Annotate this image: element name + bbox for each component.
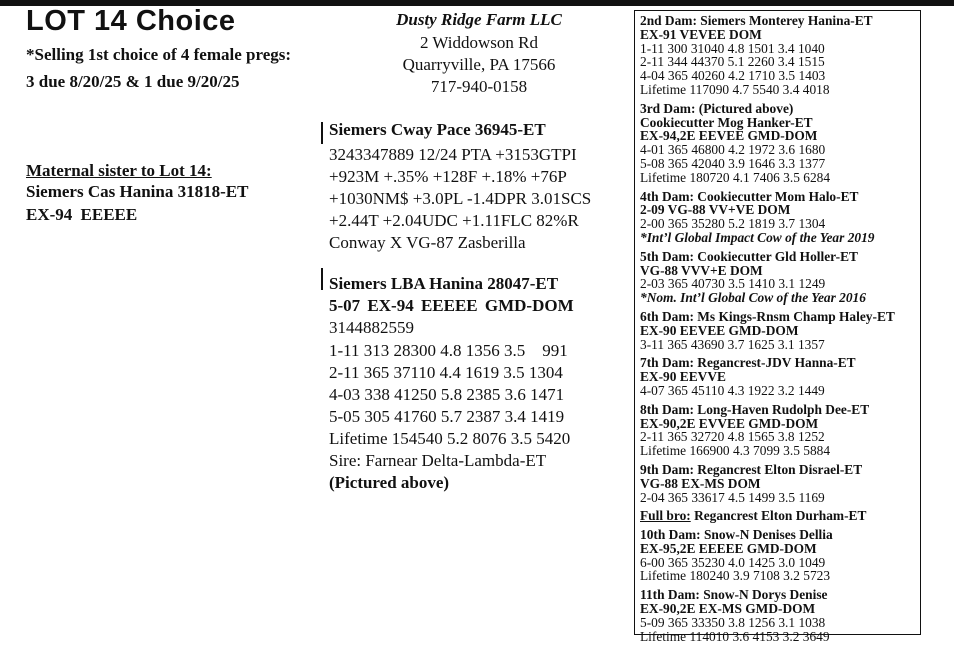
sire-info-line: +2.44T +2.04UDC +1.11FLC 82%R (329, 211, 579, 230)
farm-phone: 717-940-0158 (430, 77, 528, 96)
pedigree-entry (640, 102, 916, 185)
pedigree-line: Lifetime 166900 4.3 7099 3.5 5884 (640, 443, 831, 459)
dam-info-line: 5-05 305 41760 5.7 2387 3.4 1419 (329, 407, 565, 426)
maternal-sister-score: EX-94 EEEEE (26, 205, 138, 224)
dam-info-line: 3144882559 (329, 318, 414, 337)
pedigree-line: 2-11 365 32720 4.8 1565 3.8 1252 (640, 429, 825, 445)
pedigree-line: EX-90 EEVEE GMD-DOM (640, 322, 799, 338)
pedigree-entry (640, 403, 916, 458)
pedigree-line: 1-11 300 31040 4.8 1501 3.4 1040 (640, 40, 825, 56)
maternal-sister-name: Siemers Cas Hanina 31818-ET (26, 182, 249, 201)
due-dates: 3 due 8/20/25 & 1 due 9/20/25 (26, 72, 240, 91)
pedigree-line: VG-88 VVV+E DOM (640, 262, 763, 278)
pedigree-line: 3rd Dam: (Pictured above) (640, 100, 794, 116)
pedigree-entry (640, 528, 916, 583)
pedigree-line: Cookiecutter Mog Hanker-ET (640, 114, 813, 130)
pedigree-line (640, 509, 916, 523)
pedigree-entry (640, 356, 916, 397)
dam-divider (321, 268, 323, 290)
pedigree-entry (640, 14, 916, 97)
pedigree-line: 2-03 365 40730 3.5 1410 3.1 1249 (640, 276, 826, 292)
farm-name: Dusty Ridge Farm LLC (396, 10, 562, 29)
pedigree-line: 7th Dam: Regancrest-JDV Hanna-ET (640, 355, 856, 371)
dam-info-line: Lifetime 154540 5.2 8076 3.5 5420 (329, 429, 571, 448)
pedigree-line: EX-90,2E EVVEE GMD-DOM (640, 415, 819, 431)
dam-info-line: 2-11 365 37110 4.4 1619 3.5 1304 (329, 363, 563, 382)
pedigree-line: 5th Dam: Cookiecutter Gld Holler-ET (640, 248, 858, 264)
pedigree-line: 9th Dam: Regancrest Elton Disrael-ET (640, 461, 863, 477)
pedigree-line: EX-90 EEVVE (640, 369, 726, 385)
lot-title: LOT 14 Choice (26, 5, 236, 37)
pedigree-entry (640, 190, 916, 245)
pedigree-line: 8th Dam: Long-Haven Rudolph Dee-ET (640, 401, 870, 417)
pedigree-line: 2-11 344 44370 5.1 2260 3.4 1515 (640, 54, 825, 70)
dam-info-line: Sire: Farnear Delta-Lambda-ET (329, 451, 547, 470)
dam-pictured-note: (Pictured above) (329, 473, 450, 492)
maternal-sister-label: Maternal sister to Lot 14: (26, 161, 212, 180)
full-bro-name: Regancrest Elton Durham-ET (690, 508, 867, 524)
pedigree-line: 3-11 365 43690 3.7 1625 3.1 1357 (640, 336, 825, 352)
pedigree-entry (640, 310, 916, 351)
pedigree-line: Lifetime 180720 4.1 7406 3.5 6284 (640, 169, 831, 185)
pedigree-line: Lifetime 180240 3.9 7108 3.2 5723 (640, 568, 831, 584)
pedigree-line: 2-09 VG-88 VV+VE DOM (640, 202, 791, 218)
dam-info-line: 1-11 313 28300 4.8 1356 3.5 991 (329, 341, 568, 360)
pedigree-line: 2-04 365 33617 4.5 1499 3.5 1169 (640, 489, 825, 505)
pedigree-line: Lifetime 114010 3.6 4153 3.2 3649 (640, 628, 830, 644)
sire-info-line: 3243347889 12/24 PTA +3153GTPI (329, 145, 577, 164)
pedigree-line: 4th Dam: Cookiecutter Mom Halo-ET (640, 188, 859, 204)
pedigree-line: 2-00 365 35280 5.2 1819 3.7 1304 (640, 216, 826, 232)
pedigree-line: EX-91 VEVEE DOM (640, 26, 762, 42)
farm-address-line1: 2 Widdowson Rd (419, 33, 538, 52)
dam-info-line: 4-03 338 41250 5.8 2385 3.6 1471 (329, 385, 565, 404)
pedigree-line: *Int’l Global Impact Cow of the Year 2019 (640, 229, 875, 245)
full-bro-label: Full bro: (640, 508, 691, 524)
pedigree-line: 6-00 365 35230 4.0 1425 3.0 1049 (640, 554, 826, 570)
pedigree-entry (640, 509, 916, 523)
pedigree-entry (640, 588, 916, 643)
sire-info-line: Conway X VG-87 Zasberilla (329, 233, 526, 252)
sire-info-line: +923M +.35% +128F +.18% +76P (329, 167, 567, 186)
farm-address-line2: Quarryville, PA 17566 (402, 55, 556, 74)
pedigree-line: 4-07 365 45110 4.3 1922 3.2 1449 (640, 382, 825, 398)
pedigree-entry (640, 250, 916, 305)
pedigree-line: 6th Dam: Ms Kings-Rnsm Champ Haley-ET (640, 308, 895, 324)
pedigree-entry (640, 463, 916, 504)
dam-name: Siemers LBA Hanina 28047-ET (329, 274, 559, 293)
dam-score: 5-07 EX-94 EEEEE GMD-DOM (329, 296, 574, 315)
pedigree-line: EX-90,2E EX-MS GMD-DOM (640, 601, 816, 617)
sire-divider (321, 122, 323, 144)
pedigree-line: 11th Dam: Snow-N Dorys Denise (640, 587, 828, 603)
pedigree-line: VG-88 EX-MS DOM (640, 475, 761, 491)
pedigree-line: 5-09 365 33350 3.8 1256 3.1 1038 (640, 614, 826, 630)
pedigree-line: *Nom. Int’l Global Cow of the Year 2016 (640, 290, 866, 306)
pedigree-line: EX-95,2E EEEEE GMD-DOM (640, 540, 817, 556)
pedigree-line: 10th Dam: Snow-N Denises Dellia (640, 527, 833, 543)
pedigree-line: 4-04 365 40260 4.2 1710 3.5 1403 (640, 68, 826, 84)
pedigree-box (634, 10, 921, 644)
selling-note: *Selling 1st choice of 4 female pregs: (26, 45, 292, 64)
pedigree-line: EX-94,2E EEVEE GMD-DOM (640, 128, 818, 144)
sire-name: Siemers Cway Pace 36945-ET (329, 120, 546, 139)
pedigree-line: 2nd Dam: Siemers Monterey Hanina-ET (640, 13, 873, 28)
pedigree-line: 4-01 365 46800 4.2 1972 3.6 1680 (640, 142, 826, 158)
pedigree-line: 5-08 365 42040 3.9 1646 3.3 1377 (640, 155, 826, 171)
sire-info-line: +1030NM$ +3.0PL -1.4DPR 3.01SCS (329, 189, 592, 208)
pedigree-line: Lifetime 117090 4.7 5540 3.4 4018 (640, 81, 830, 97)
